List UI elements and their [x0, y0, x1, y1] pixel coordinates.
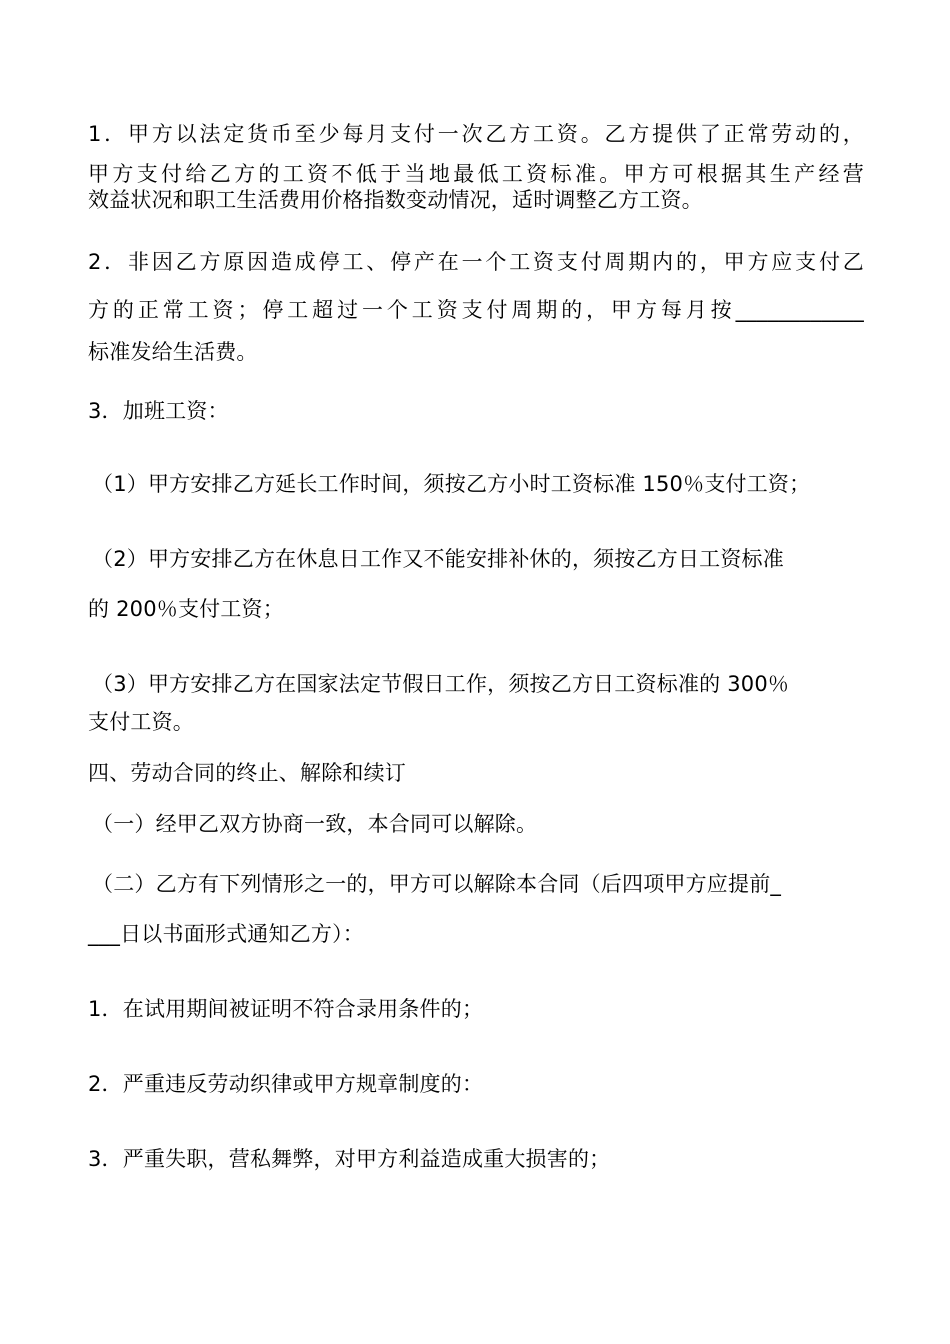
paragraph-line: 标准发给生活费。 — [88, 340, 258, 364]
paragraph-line: 2．严重违反劳动织律或甲方规章制度的： — [88, 1072, 484, 1096]
paragraph-line: （2）甲方安排乙方在休息日工作又不能安排补休的，须按乙方日工资标准 — [92, 547, 784, 571]
paragraph-line: （二）乙方有下列情形之一的，甲方可以解除本合同（后四项甲方应提前_ — [92, 872, 782, 896]
paragraph-line: 2．非因乙方原因造成停工、停产在一个工资支付周期内的，甲方应支付乙 — [88, 250, 864, 274]
paragraph-line: 甲方支付给乙方的工资不低于当地最低工资标准。甲方可根据其生产经营 — [88, 162, 864, 186]
paragraph-line: （1）甲方安排乙方延长工作时间，须按乙方小时工资标准 150％支付工资； — [92, 472, 811, 496]
paragraph-line: 3．加班工资： — [88, 399, 229, 423]
section-heading: 四、劳动合同的终止、解除和续订 — [88, 761, 406, 785]
paragraph-line: 的 200％支付工资； — [88, 597, 284, 621]
paragraph-line: ___日以书面形式通知乙方）： — [88, 922, 364, 946]
paragraph-line: （一）经甲乙双方协商一致，本合同可以解除。 — [92, 812, 538, 836]
paragraph-line: （3）甲方安排乙方在国家法定节假日工作，须按乙方日工资标准的 300％ — [92, 672, 790, 696]
paragraph-line: 1．在试用期间被证明不符合录用条件的； — [88, 997, 484, 1021]
paragraph-line: 1．甲方以法定货币至少每月支付一次乙方工资。乙方提供了正常劳动的， — [88, 122, 864, 146]
paragraph-line: 效益状况和职工生活费用价格指数变动情况，适时调整乙方工资。 — [88, 188, 703, 212]
paragraph-line: 支付工资。 — [88, 710, 194, 734]
paragraph-line: 方的正常工资；停工超过一个工资支付周期的，甲方每月按____________ — [88, 298, 864, 322]
paragraph-line: 3．严重失职，营私舞弊，对甲方利益造成重大损害的； — [88, 1147, 611, 1171]
